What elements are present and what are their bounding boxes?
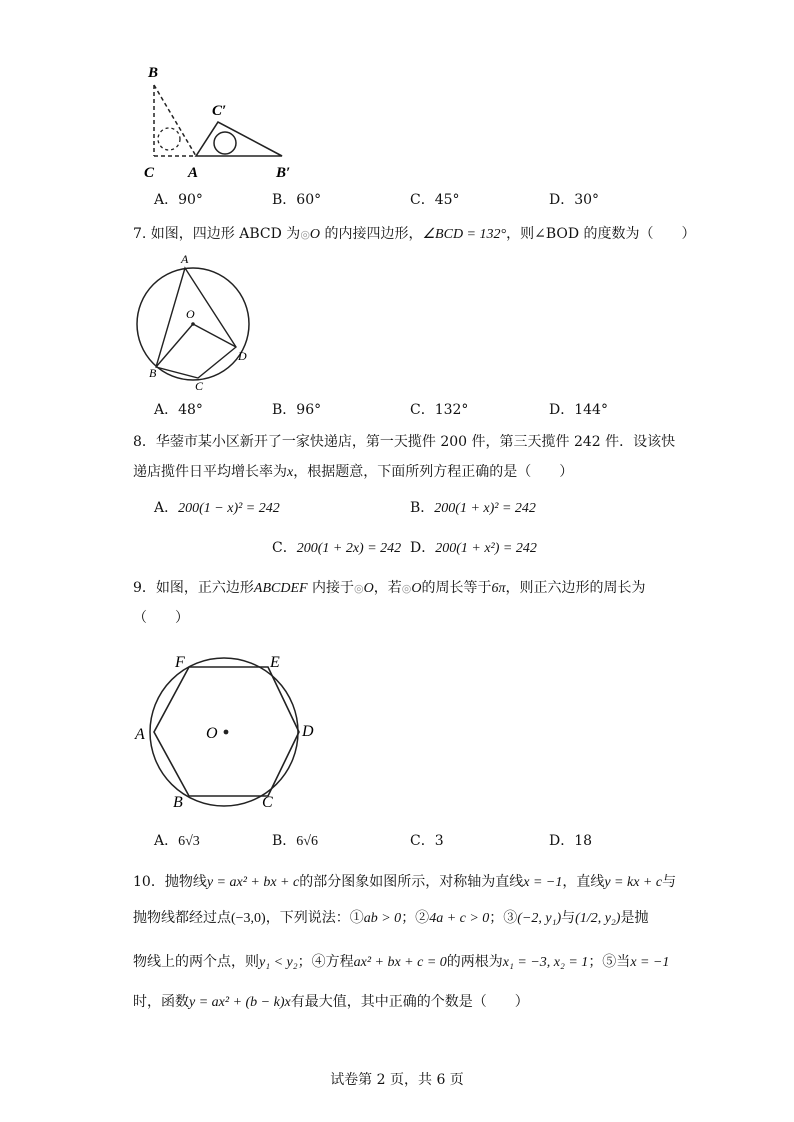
label-C-prime: C′ (212, 103, 227, 119)
q9-option-b (272, 833, 318, 851)
label-B: B (148, 65, 159, 81)
q7-option-d: D．144° (549, 402, 608, 418)
q10-parabola-eq: y = ax² + bx + c (206, 875, 300, 890)
q8-option-a (154, 500, 280, 518)
q9-option-c-letter: C． (410, 833, 435, 849)
q7-label-B: B (149, 366, 157, 380)
q10-line3 (133, 954, 669, 972)
q9-label-C: C (262, 794, 273, 810)
q9-line1-prefix: 9．如图，正六边形 (133, 580, 254, 596)
q10-statement-1: ab > 0 (363, 911, 402, 926)
q8-var: x (287, 465, 294, 480)
q9-option-c-val: 3 (434, 833, 444, 849)
label-B-prime: B′ (276, 165, 291, 180)
q8-option-a-letter: A． (154, 500, 179, 516)
q10-function: y = ax² + (b − k)x (189, 995, 291, 1010)
q7-label-A: A (181, 252, 189, 266)
label-A: A (188, 165, 199, 180)
q9-perimeter: 6π (491, 581, 506, 596)
q10-text: ；② (401, 910, 430, 926)
q9-label-B: B (173, 794, 183, 810)
circle-symbol-icon: ◎ (300, 228, 310, 241)
q9-line2: （ ） (133, 610, 189, 626)
q8-option-d (410, 540, 537, 558)
q9-option-a-letter: A． (154, 833, 179, 849)
q8-option-c (272, 540, 401, 558)
q7-option-b: B．96° (272, 402, 322, 418)
figure-triangles (130, 60, 310, 180)
q9-option-a (154, 833, 200, 851)
q8-line1: 8．华蓥市某小区新开了一家快递店，第一天揽件 200 件，第三天揽件 242 件．设该快 (133, 434, 676, 450)
q10-statement-3: y₁ < y₂ (259, 955, 298, 970)
q6-option-d: D．30° (549, 192, 600, 208)
q10-text: 的两根为 (446, 954, 503, 970)
q10-text: ；④方程 (297, 954, 354, 970)
q8-line2-suffix: ，根据题意，下面所列方程正确的是（ ） (293, 464, 574, 480)
figure-q7-circle (130, 250, 260, 390)
q10-quadratic-eq: ax² + bx + c = 0 (353, 955, 447, 970)
q8-option-d-eq: 200(1 + x²) = 242 (435, 541, 537, 556)
q9-label-A: A (135, 726, 145, 743)
q9-circle-name-1: O (363, 581, 374, 596)
q9-option-a-val: 6√3 (178, 834, 200, 849)
q10-line4 (133, 994, 529, 1012)
q9-label-O: O (206, 725, 218, 742)
q9-option-c (410, 833, 444, 850)
q8-line2-prefix: 递店揽件日平均增长率为 (133, 464, 287, 480)
q10-statement-2: 4a + c > 0 (429, 911, 490, 926)
q10-text: 与 (662, 874, 677, 890)
label-C: C (144, 165, 155, 180)
q10-text: 时，函数 (133, 994, 189, 1010)
q9-option-d (549, 833, 592, 850)
q10-axis: x = −1 (523, 875, 563, 890)
q10-line1 (133, 874, 676, 892)
q10-text: 的部分图象如图所示，对称轴为直线 (299, 874, 524, 890)
solid-triangle (196, 122, 282, 156)
q10-text: 与 (561, 910, 576, 926)
q10-line2 (133, 910, 648, 928)
q9-label-F: F (175, 654, 185, 671)
q9-label-E: E (270, 654, 280, 671)
q8-option-b-eq: 200(1 + x)² = 242 (434, 501, 536, 516)
q7-label-O: O (186, 307, 195, 321)
q8-option-b-letter: B． (410, 500, 435, 516)
q10-x-value: x = −1 (630, 955, 670, 970)
q10-text: 10．抛物线 (133, 874, 207, 890)
q7-stem-mid: 的内接四边形， (320, 226, 423, 242)
q8-option-b (410, 500, 536, 518)
q10-line-eq: y = kx + c (604, 875, 663, 890)
q8-option-a-eq: 200(1 − x)² = 242 (178, 501, 280, 516)
q10-text: ，下列说法：① (265, 910, 364, 926)
q9-circle-name-2: O (411, 581, 422, 596)
q9-line1-suffix: ，则正六边形的周长为 (505, 580, 646, 596)
q9-label-D: D (302, 723, 314, 740)
q9-option-b-letter: B． (272, 833, 297, 849)
q10-roots: x₁ = −3, x₂ = 1 (502, 955, 589, 970)
q6-option-a: A．90° (154, 192, 203, 208)
q10-text: ，直线 (562, 874, 605, 890)
q7-stem-prefix: 7. 如图，四边形 ABCD 为 (133, 226, 301, 242)
q7-circle-name: O (309, 227, 321, 242)
q7-stem (133, 226, 696, 244)
q10-text: ；⑤当 (588, 954, 631, 970)
q10-text: 有最大值，其中正确的个数是（ ） (290, 994, 529, 1010)
q10-point-2: (1/2, y₂) (575, 911, 621, 926)
q9-option-d-val: 18 (574, 833, 593, 849)
circle-symbol-icon: ◎ (354, 582, 364, 595)
q10-point: (−3,0) (231, 911, 266, 926)
q8-option-d-letter: D． (410, 540, 436, 556)
q9-line1-mid3: 的周长等于 (421, 580, 492, 596)
q6-option-b: B．60° (272, 192, 322, 208)
q8-line2 (133, 464, 573, 482)
figure-q9-hexagon (130, 650, 330, 810)
q7-given: ∠BCD = 132° (422, 227, 507, 242)
q9-line1 (133, 580, 646, 598)
q9-option-b-val: 6√6 (296, 834, 318, 849)
q10-text: 抛物线都经过点 (133, 910, 231, 926)
q9-option-d-letter: D． (549, 833, 575, 849)
q7-option-a: A．48° (154, 402, 203, 418)
q8-option-c-letter: C． (272, 540, 297, 556)
q7-label-D: D (238, 349, 247, 363)
page-footer: 试卷第 2 页，共 6 页 (330, 1072, 464, 1088)
q7-label-C: C (195, 379, 204, 390)
q9-hex-name: ABCDEF (253, 581, 308, 596)
q6-option-c: C．45° (410, 192, 460, 208)
q9-line1-mid2: ，若 (373, 580, 402, 596)
q7-option-c: C．132° (410, 402, 469, 418)
q10-text: ；③ (489, 910, 518, 926)
q7-stem-suffix: ，则∠BOD 的度数为（ ） (506, 226, 696, 242)
circle-symbol-icon: ◎ (401, 582, 412, 595)
q10-point-1: (−2, y₁) (517, 911, 562, 926)
q10-text: 物线上的两个点，则 (133, 954, 259, 970)
q9-line1-mid: 内接于 (307, 580, 355, 596)
q8-option-c-eq: 200(1 + 2x) = 242 (296, 541, 402, 556)
dashed-triangle (154, 85, 196, 156)
q10-text: 是抛 (620, 910, 649, 926)
